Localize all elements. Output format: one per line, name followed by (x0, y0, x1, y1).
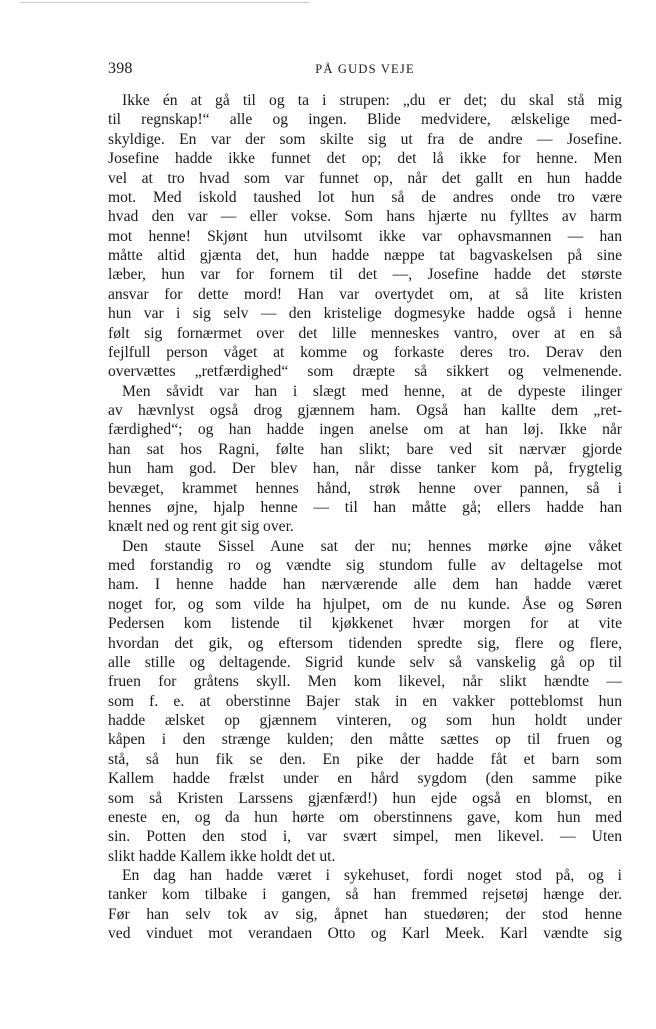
text-line: slikt hadde Kallem ikke holdt det ut. (108, 847, 336, 865)
text-line: mot. Med iskold taushed lot hun så de andres onde tro være (108, 188, 622, 206)
page-header (108, 60, 622, 82)
text-line: ham. I henne hadde han nærværende alle dem han hadde været (108, 576, 622, 594)
text-line: som så Kristen Larssens gjænfærd!) hun ejde også en blomst, en (108, 789, 622, 807)
text-line: færdighed“; og han hadde ingen anelse om at han løj. Ikke når (108, 421, 622, 439)
text-line: mot henne! Skjønt hun utvilsomt ikke var ophavsmannen — han (108, 227, 622, 245)
text-line: hun var i sig selv — den kristelige dogmesyke hadde også i henne (108, 305, 622, 323)
text-line: eneste en, og da hun hørte om oberstinnens gave, kom hun med (108, 808, 622, 826)
text-line: hvordan det gik, og eftersom tidenden spredte sig, flere og flere, (108, 634, 622, 652)
text-line: som f. e. at oberstinne Bajer stak in en vakker potteblomst hun (108, 692, 622, 710)
text-line: knælt ned og rent git sig over. (108, 518, 294, 536)
text-line: vel at tro hvad som var funnet op, når det gallt en hun hadde (108, 169, 622, 187)
text-line: En dag han hadde været i sykehuset, fordi noget stod på, og i (122, 867, 622, 884)
text-line: av hævnlyst også drog gjænnem ham. Også han kallte dem „ret- (108, 402, 622, 419)
text-line: sin. Potten den stod i, var svært simpel, men likevel. — Uten (108, 828, 622, 846)
text-line: Josefine hadde ikke funnet det op; det lå ikke for henne. Men (108, 150, 622, 168)
text-line: Før han selv tok av sig, åpnet han stuedøren; der stod henne (108, 905, 622, 923)
text-line: følt sig fornærmet over det lille menneskes vantro, over at en så (108, 324, 622, 342)
text-line: ansvar for dette mord! Han var overtydet om, at så lite kristen (108, 285, 622, 303)
text-line: kåpen i den strænge kulden; den måtte sættes op til fruen og (108, 731, 622, 749)
text-line: stå, så hun fik se den. En pike der hadde fåt et barn som (108, 750, 622, 768)
text-line: Pedersen kom listende til kjøkkenet hvær morgen for at vite (108, 615, 622, 633)
text-line: måtte altid gjænta det, hun hadde næppe tat bagvaskelsen på sine (108, 247, 622, 264)
text-line: til regnskap!“ alle og ingen. Blide medvidere, ælskelige med- (108, 111, 622, 129)
text-line: læber, hun var for fornem til det —, Josefine hadde det største (108, 266, 622, 284)
text-line: med forstandig ro og vændte sig stundom fulle av deltagelse mot (108, 557, 622, 574)
text-line: skyldige. En var der som skilte sig ut fra de andre — Josefine. (108, 130, 622, 148)
text-line: overvættes „retfærdighed“ som dræpte så sikkert og velmenende. (108, 363, 622, 381)
page-number: 398 (108, 60, 133, 77)
text-line: fejlfull person våget at komme og forkaste deres tro. Derav den (108, 343, 622, 361)
text-line: Ikke én at gå til og ta i strupen: „du er det; du skal stå mig (122, 92, 622, 109)
text-line: bevæget, krammet hennes hånd, strøk henne over pannen, så i (108, 479, 622, 497)
text-line: Men såvidt var han i slægt med henne, at de dypeste ilinger (122, 382, 622, 400)
text-line: fruen for gråtens skyll. Men kom likevel, når slikt hændte — (108, 673, 622, 691)
text-line: hvad den var — eller vokse. Som hans hjærte nu fylltes av harm (108, 208, 622, 226)
text-line: Den staute Sissel Aune sat der nu; hennes mørke øjne våket (122, 537, 622, 555)
text-line: ved vinduet mot verandaen Otto og Karl Meek. Karl vændte sig (108, 925, 622, 943)
text-line: tanker kom tilbake i gangen, så han fremmed rejsetøj hænge der. (108, 886, 622, 904)
body-text (108, 91, 622, 944)
text-line: alle stille og deltagende. Sigrid kunde selv så vanskelig gå op til (108, 653, 622, 671)
text-line: hadde ælsket op gjænnem vinteren, og som hun holdt under (108, 712, 622, 729)
running-title: PÅ GUDS VEJE (315, 62, 415, 76)
text-line: noget for, og som vilde ha hjulpet, om de nu kunde. Åse og Søren (108, 595, 622, 613)
top-edge-rule (20, 2, 310, 3)
text-line: hennes øjne, hjalp henne — til han måtte gå; ellers hadde han (108, 498, 622, 516)
text-line: han sat hos Ragni, følte han slikt; bare ved sit nærvær gjorde (108, 440, 622, 458)
text-line: hun ham god. Der blev han, når disse tanker kom på, frygtelig (108, 460, 622, 478)
text-line: Kallem hadde frælst under en hård sygdom (den samme pike (108, 770, 622, 788)
